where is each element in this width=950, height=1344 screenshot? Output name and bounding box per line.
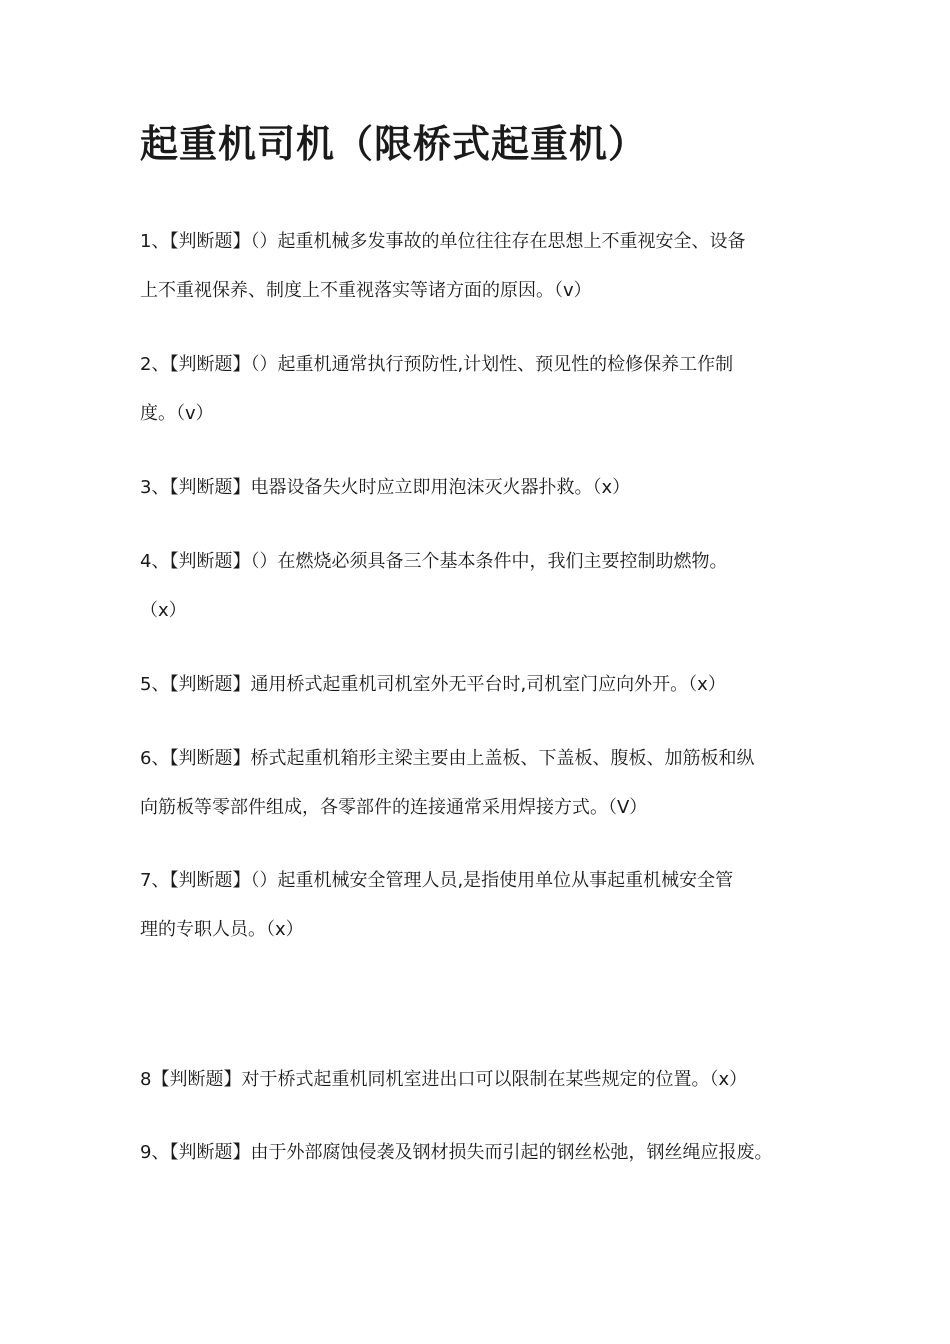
question-9-line-1: 9、【判断题】由于外部腐蚀侵袭及钢材损失而引起的钢丝松弛，钢丝绳应报废。 [140,1142,773,1163]
question-6-line-2: 向筋板等零部件组成，各零部件的连接通常采用焊接方式。（V） [140,797,648,818]
question-2-line-2: 度。（v） [140,403,214,424]
question-7-line-1: 7、【判断题】（）起重机械安全管理人员,是指使用单位从事起重机械安全管 [140,870,734,891]
document-title: 起重机司机（限桥式起重机） [140,122,648,166]
question-8 [140,1055,830,1104]
question-1 [140,217,830,315]
question-2 [140,340,830,438]
question-3 [140,463,830,512]
question-6-line-1: 6、【判断题】桥式起重机箱形主梁主要由上盖板、下盖板、腹板、加筋板和纵 [140,748,755,769]
question-6 [140,734,830,832]
question-8-line-1: 8【判断题】对于桥式起重机同机室进出口可以限制在某些规定的位置。（x） [140,1069,748,1090]
question-7-line-2: 理的专职人员。（x） [140,919,304,940]
question-4-line-2: （x） [140,600,187,621]
question-9 [140,1128,830,1177]
question-1-line-2: 上不重视保养、制度上不重视落实等诸方面的原因。（v） [140,280,592,301]
question-3-line-1: 3、【判断题】电器设备失火时应立即用泡沫灭火器扑救。（x） [140,477,631,498]
question-4 [140,537,830,635]
question-5 [140,660,830,709]
question-2-line-1: 2、【判断题】（）起重机通常执行预防性,计划性、预见性的检修保养工作制 [140,354,734,375]
question-5-line-1: 5、【判断题】通用桥式起重机司机室外无平台时,司机室门应向外开。（x） [140,674,726,695]
question-1-line-1: 1、【判断题】（）起重机械多发事故的单位往往存在思想上不重视安全、设备 [140,231,746,252]
question-7 [140,856,830,954]
question-4-line-1: 4、【判断题】（）在燃烧必须具备三个基本条件中，我们主要控制助燃物。 [140,551,728,572]
